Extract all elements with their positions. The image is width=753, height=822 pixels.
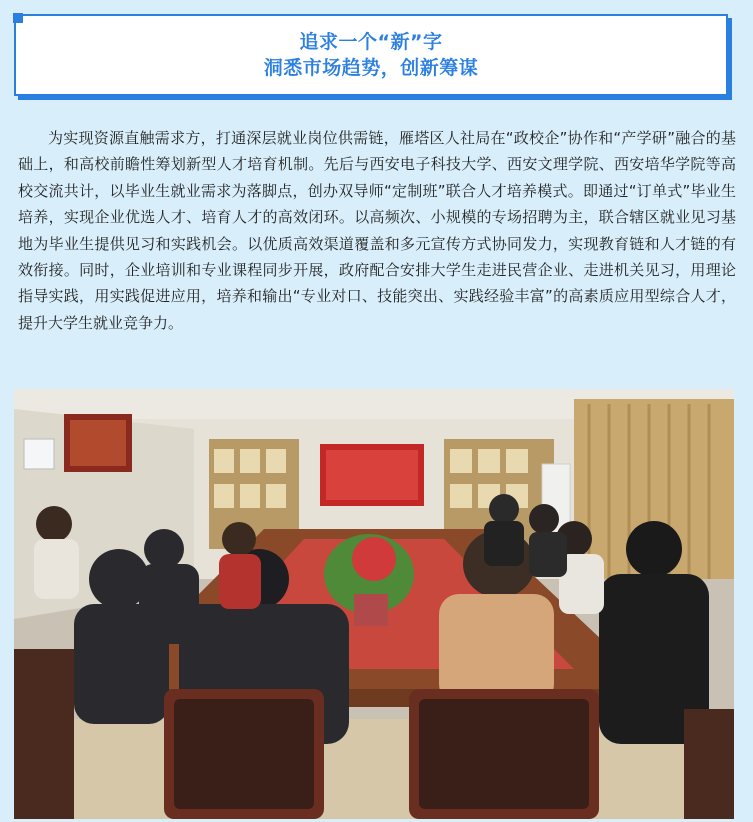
article-paragraph: 为实现资源直触需求方，打通深层就业岗位供需链，雁塔区人社局在“政校企”协作和“产学研”融合的基础上，和高校前瞻性筹划新型人才培育机制。先后与西安电子科技大学、西安文理学院、西安培华学院等高校交流共计，以毕业生就业需求为落脚点，创办双导师“定制班”联合人才培养模式。即通过“订单式”毕业生培养，实现企业优选人才、培育人才的高效闭环。以高频次、小规模的专场招聘为主，联合辖区就业见习基地为毕业生提供见习和实践机会。以优质高效渠道覆盖和多元宣传方式协同发力，实现教育链和人才链的有效衔接。同时，企业培训和专业课程同步开展，政府配合安排大学生走进民营企业、走进机关见习，用理论指导实践，用实践促进应用，培养和输出“专业对口、技能突出、实践经验丰富”的高素质应用型综合人才，提升大学生就业竞争力。	[18, 129, 736, 332]
corner-square-icon	[13, 13, 23, 23]
title-box-frame	[14, 14, 728, 96]
section-title-box	[14, 14, 732, 100]
heading-line-2: 洞悉市场趋势，创新筹谋	[263, 57, 479, 79]
meeting-photo-illustration	[14, 389, 734, 819]
meeting-photo	[14, 389, 734, 819]
heading-line-1: 追求一个“新”字	[299, 31, 443, 53]
